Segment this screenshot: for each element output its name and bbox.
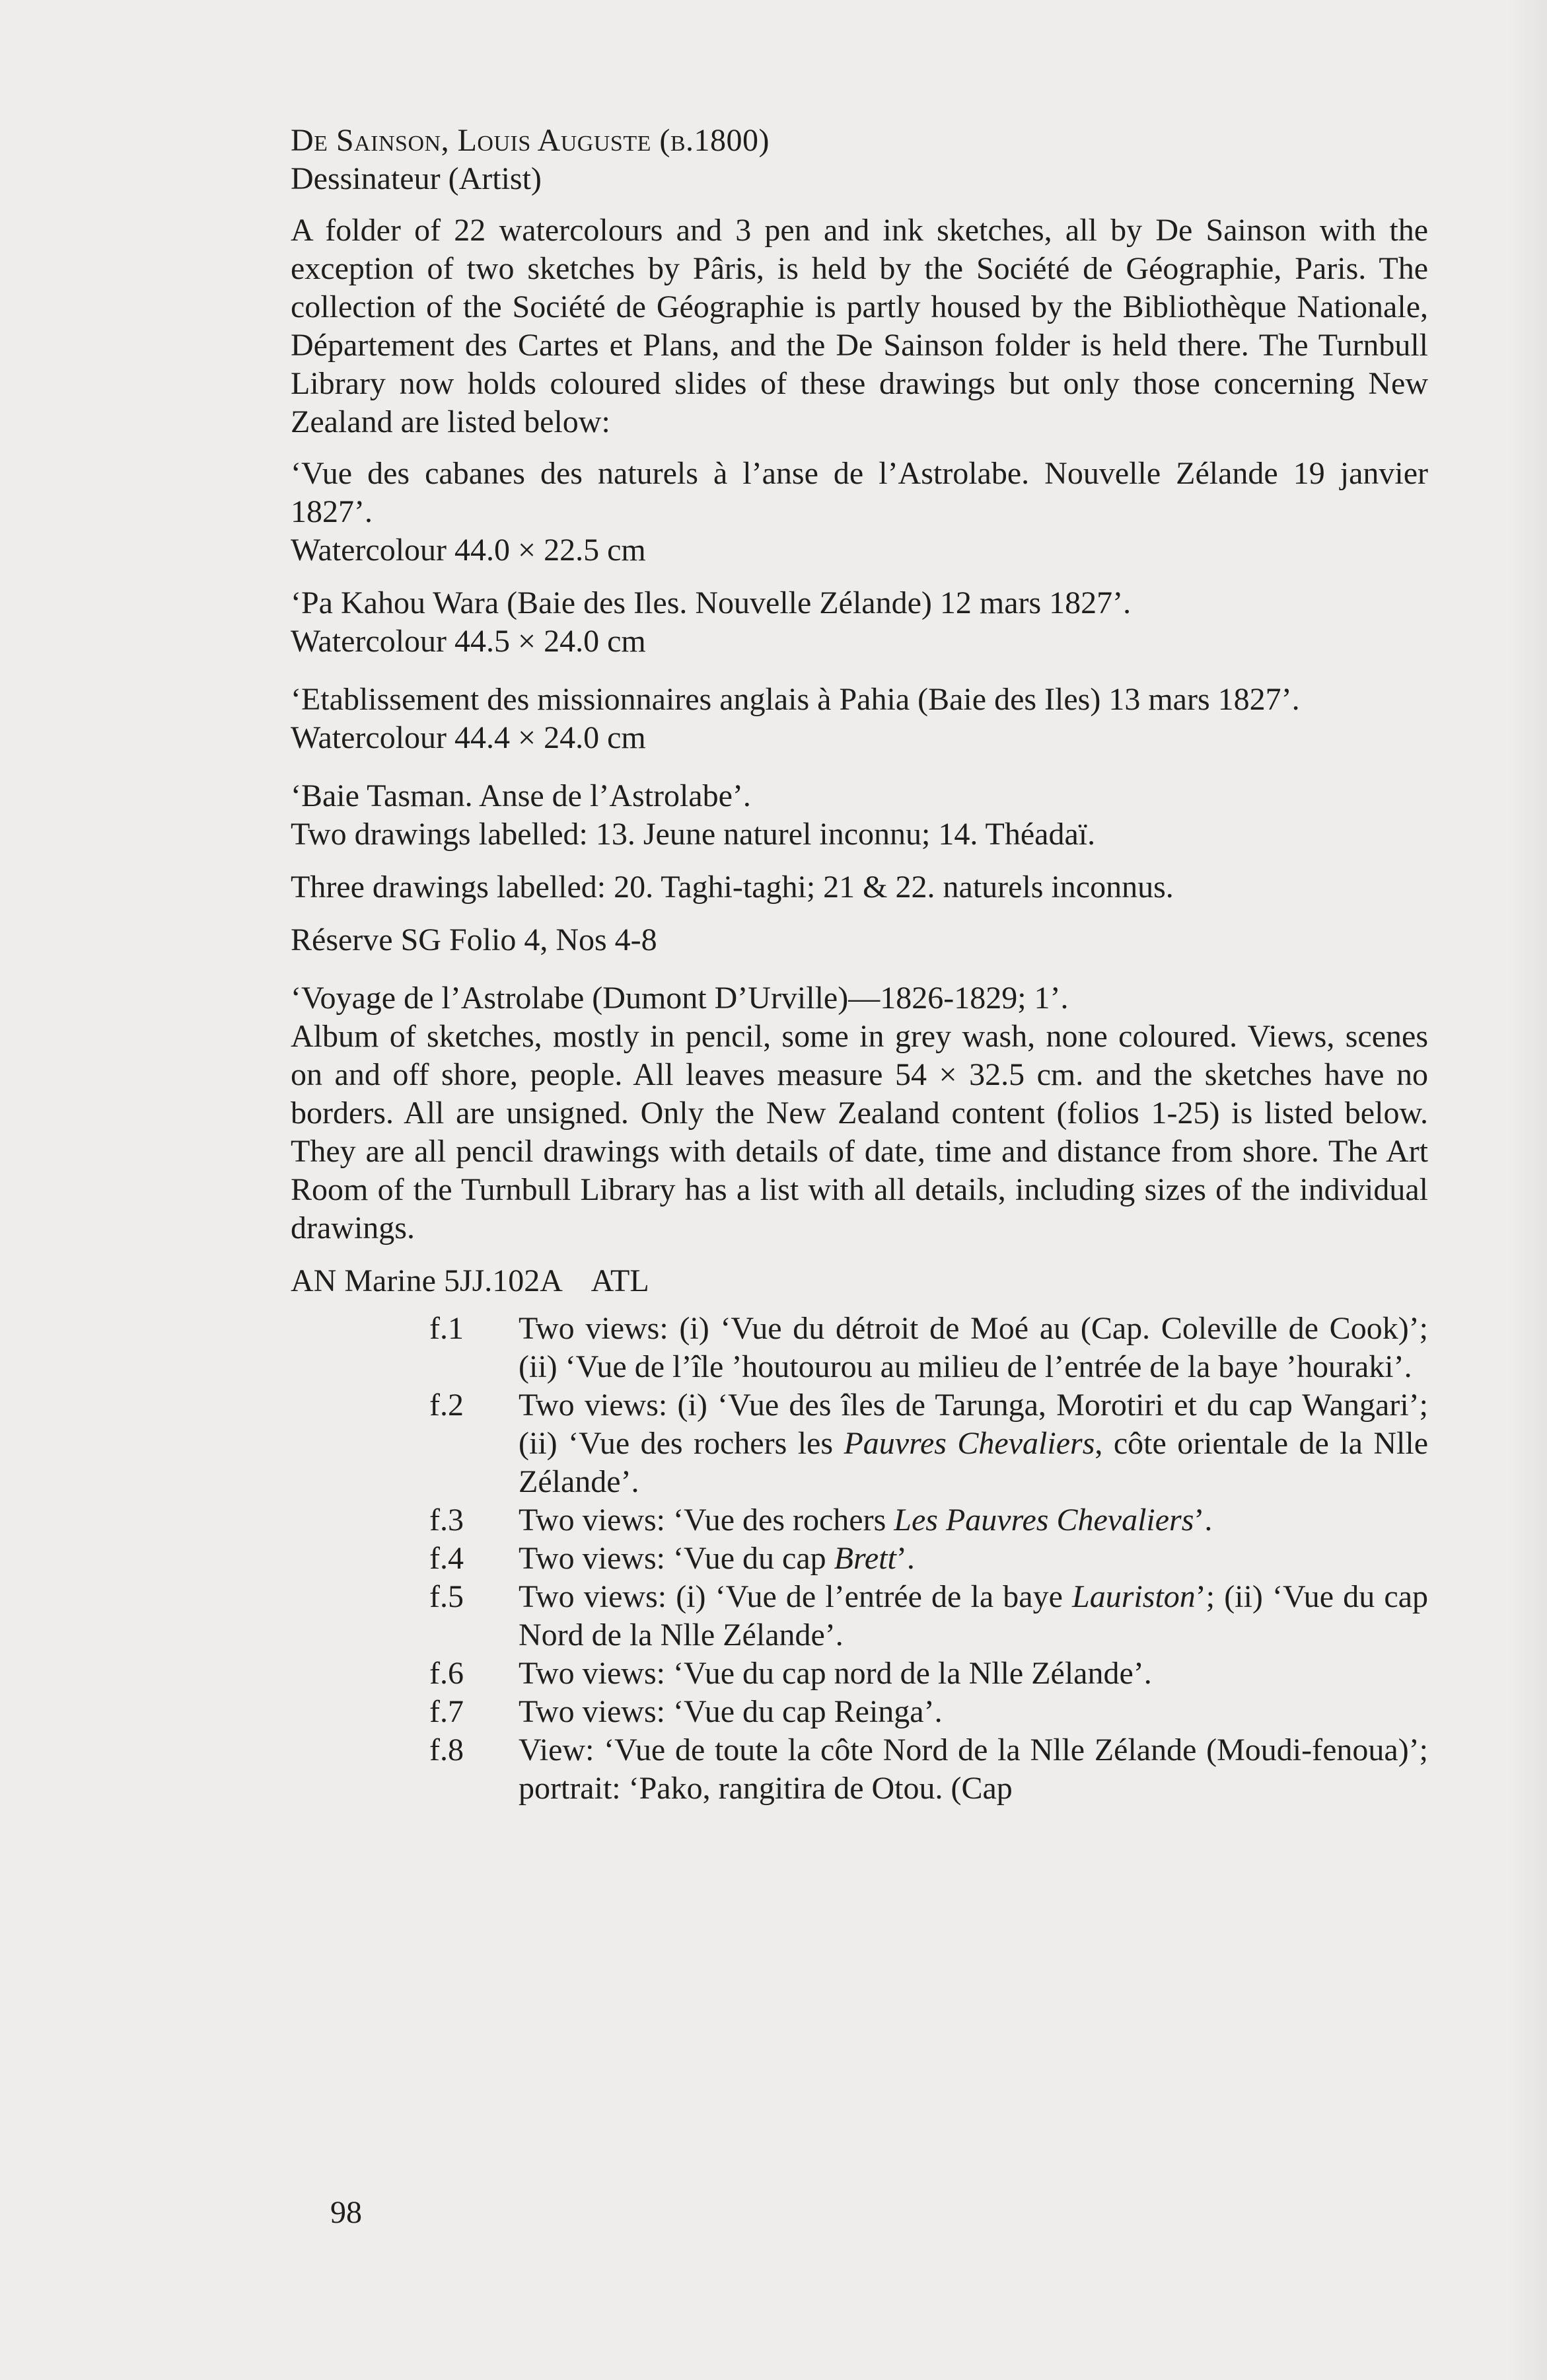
folio-text: ’. [1194,1503,1213,1538]
folio-list [291,1310,1428,1808]
baie-drawings-2: Three drawings labelled: 20. Taghi-taghi; 21 & 22. naturels inconnus. [291,870,1174,905]
folio-description [519,1540,1428,1578]
folio-row [291,1655,1428,1693]
folio-text: Two views: (i) ‘Vue de l’entrée de la baye [519,1579,1073,1614]
folio-text: Two views: ‘Vue du cap nord de la Nlle Zélande’. [519,1656,1152,1691]
folio-row [291,1386,1428,1501]
folio-row [291,1578,1428,1655]
folio-number: f.4 [429,1541,464,1576]
baie-tasman-block [291,777,1428,907]
entry-heading-name: De Sainson, Louis Auguste (b.1800) [291,123,770,158]
folio-description [519,1578,1428,1655]
entry-block [291,681,1428,757]
folio-italic-text: Pauvres Chevaliers [844,1426,1095,1461]
folio-text: Two views: (i) ‘Vue des îles de Tarunga, Morotiri et du cap Wangari’; (ii) ‘Vue des rochers les [519,1388,1428,1461]
entry-detail: Watercolour 44.5 × 24.0 cm [291,624,646,659]
folio-text: ’. [896,1541,915,1576]
folio-text: Two views: ‘Vue du cap Reinga’. [519,1694,943,1729]
folio-italic-text: Lauriston [1072,1579,1196,1614]
entry-title: ‘Etablissement des missionnaires anglais à Pahia (Baie des Iles) 13 mars 1827’. [291,682,1300,717]
voyage-description: Album of sketches, mostly in pencil, some in grey wash, none coloured. Views, scenes on and off shore, people. All leaves measure 54 × 32.5 cm. and the sketches have no borders. All are unsigned. Only the New Zealand content (folios 1-25) is listed below. They are all pencil drawings with details of date, time and distance from shore. The Art Room of the Turnbull Library has a list with all details, including sizes of the individual drawings. [291,1019,1428,1246]
document-page [291,122,1428,1808]
folio-italic-text: Les Pauvres Chevaliers [894,1503,1194,1538]
folio-description [519,1310,1428,1386]
entry-block [291,584,1428,661]
page-number: 98 [330,2195,362,2230]
folio-number: f.5 [429,1579,464,1614]
folio-description [519,1501,1428,1540]
folio-description [519,1693,1428,1731]
folio-description [519,1386,1428,1501]
entries-list [291,455,1428,757]
folio-description [519,1731,1428,1808]
folio-number: f.1 [429,1311,464,1346]
folio-text: View: ‘Vue de toute la côte Nord de la Nlle Zélande (Moudi-fenoua)’; portrait: ‘Pako, rangitira de Otou. (Cap [519,1732,1428,1806]
folio-row [291,1731,1428,1808]
reserve-reference: Réserve SG Folio 4, Nos 4-8 [291,922,657,957]
folio-text: Two views: ‘Vue des rochers [519,1503,894,1538]
folio-number: f.8 [429,1732,464,1767]
intro-paragraph: A folder of 22 watercolours and 3 pen and ink sketches, all by De Sainson with the exception of two sketches by Pâris, is held by the Société de Géographie, Paris. The collection of the Société de Géographie is partly housed by the Bibliothèque Nationale, Département des Cartes et Plans, and the De Sainson folder is held there. The Turnbull Library now holds coloured slides of these drawings but only those concerning New Zealand are listed below: [291,213,1428,439]
folio-number: f.7 [429,1694,464,1729]
baie-drawings-1: Two drawings labelled: 13. Jeune naturel inconnu; 14. Théadaï. [291,817,1096,852]
baie-title: ‘Baie Tasman. Anse de l’Astrolabe’. [291,778,751,813]
folio-text: Two views: (i) ‘Vue du détroit de Moé au (Cap. Coleville de Cook)’; (ii) ‘Vue de l’île ’houtourou au milieu de l’entrée de la baye ’houraki’. [519,1311,1428,1384]
folio-row [291,1540,1428,1578]
voyage-title: ‘Voyage de l’Astrolabe (Dumont D’Urville)—1826-1829; 1’. [291,981,1069,1016]
folio-row [291,1310,1428,1386]
folio-row [291,1501,1428,1540]
entry-title: ‘Pa Kahou Wara (Baie des Iles. Nouvelle Zélande) 12 mars 1827’. [291,585,1132,620]
entry-heading-role: Dessinateur (Artist) [291,161,542,196]
folio-number: f.2 [429,1388,464,1423]
folio-number: f.6 [429,1656,464,1691]
folio-text: Two views: ‘Vue du cap [519,1541,834,1576]
voyage-block [291,979,1428,1247]
entry-block [291,455,1428,570]
entry-detail: Watercolour 44.4 × 24.0 cm [291,720,646,755]
folio-row [291,1693,1428,1731]
folio-number: f.3 [429,1503,464,1538]
call-number: AN Marine 5JJ.102A ATL [291,1263,649,1298]
page-edge-shadow [1507,0,1547,2380]
folio-text: ’; (ii) ‘Vue du cap Nord de la Nlle Zélande’. [519,1579,1428,1653]
folio-description [519,1655,1428,1693]
folio-text: , côte orientale de la Nlle Zélande’. [519,1426,1428,1499]
entry-title: ‘Vue des cabanes des naturels à l’anse de l’Astrolabe. Nouvelle Zélande 19 janvier 1827’. [291,456,1428,529]
folio-italic-text: Brett [834,1541,896,1576]
entry-detail: Watercolour 44.0 × 22.5 cm [291,533,646,568]
